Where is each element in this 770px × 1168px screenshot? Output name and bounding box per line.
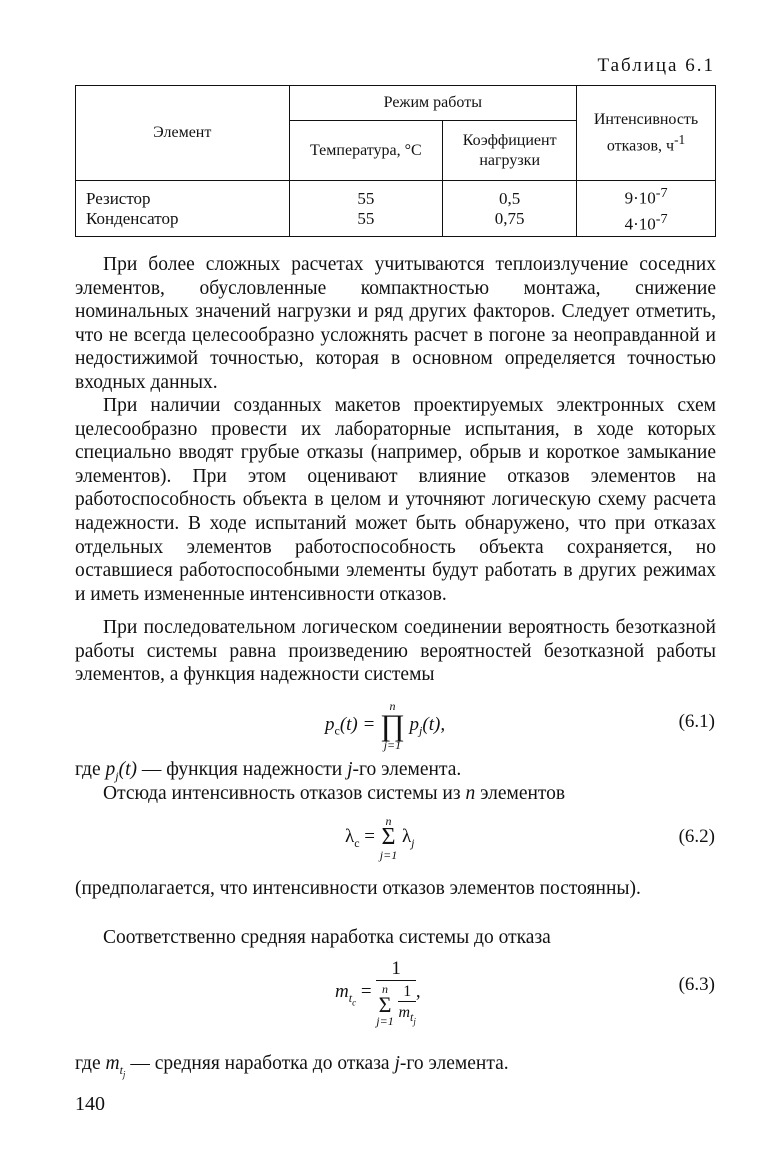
cell-element: Резистор Конденсатор	[76, 181, 290, 237]
formula-number-6-2: (6.2)	[678, 826, 715, 847]
formula-number-6-3: (6.3)	[678, 974, 715, 995]
header-element: Элемент	[76, 86, 290, 181]
formula-6-3: $m_{t_c}$ = 1 n Σ j=1 $\frac{1}{m_{t_j}}$ ,	[335, 958, 421, 1028]
header-intensity: Интенсивность отказов, $ч^{-1}$	[577, 86, 716, 181]
paragraph-8: где $m_{t_j}$ — средняя наработка до отказа j-го элемента.	[75, 1053, 509, 1080]
paragraph-3: При последовательном логическом соединении вероятность безотказной работы системы равна произведению вероятностей безотказной работы элементов, а функция надежности системы	[75, 617, 716, 686]
paragraph-4: где $p_j(t)$ — функция надежности j-го элемента.	[75, 759, 462, 783]
paragraph-2: При наличии созданных макетов проектируемых электронных схем целесообразно провести их лабораторные испытания, в ходе которых специально вводят грубые отказы (например, обрыв и короткое замыкание элементов). При этом оценивают влияние отказов элементов на работоспособность объекта в целом и уточняют логическую схему расчета надежности. В ходе испытаний может быть обнаружено, что при отказах отдельных элементов работоспособность объекта сохраняется, но оставшиеся работоспособными элементы будут работать в других режимах и иметь измененные интенсивности отказов.	[75, 395, 716, 605]
table-caption: Таблица 6.1	[597, 55, 715, 76]
header-temperature: Температура, °С	[289, 121, 443, 181]
formula-number-6-1: (6.1)	[678, 711, 715, 732]
paragraph-1: При более сложных расчетах учитываются теплоизлучение соседних элементов, обусловленные компактностью монтажа, снижение номинальных значений нагрузки и ряд других факторов. Следует отметить, что не всегда целесообразно усложнять расчет в погоне за неоправданной и недостижимой точностью, которая в основном определяется точностью входных данных.	[75, 254, 716, 393]
formula-6-2: $\lambda_c$ = n Σ j=1 $\lambda_j$	[345, 814, 415, 862]
table-row	[76, 181, 716, 237]
paragraph-5: Отсюда интенсивность отказов системы из n элементов	[103, 783, 566, 804]
header-load-coef: Коэффициент нагрузки	[443, 121, 577, 181]
cell-coef: 0,5 0,75	[443, 181, 577, 237]
paragraph-6: (предполагается, что интенсивности отказов элементов постоянны).	[75, 878, 641, 899]
data-table	[75, 85, 716, 237]
page-number: 140	[75, 1093, 105, 1115]
cell-rate: $9\cdot 10^{-7}$ $4\cdot 10^{-7}$	[577, 181, 716, 237]
formula-6-1: $p_c(t)$ = n ∏ j=1 $p_j(t)$,	[325, 699, 446, 752]
cell-temp: 55 55	[289, 181, 443, 237]
paragraph-7: Соответственно средняя наработка системы до отказа	[103, 927, 551, 948]
header-mode: Режим работы	[289, 86, 577, 121]
